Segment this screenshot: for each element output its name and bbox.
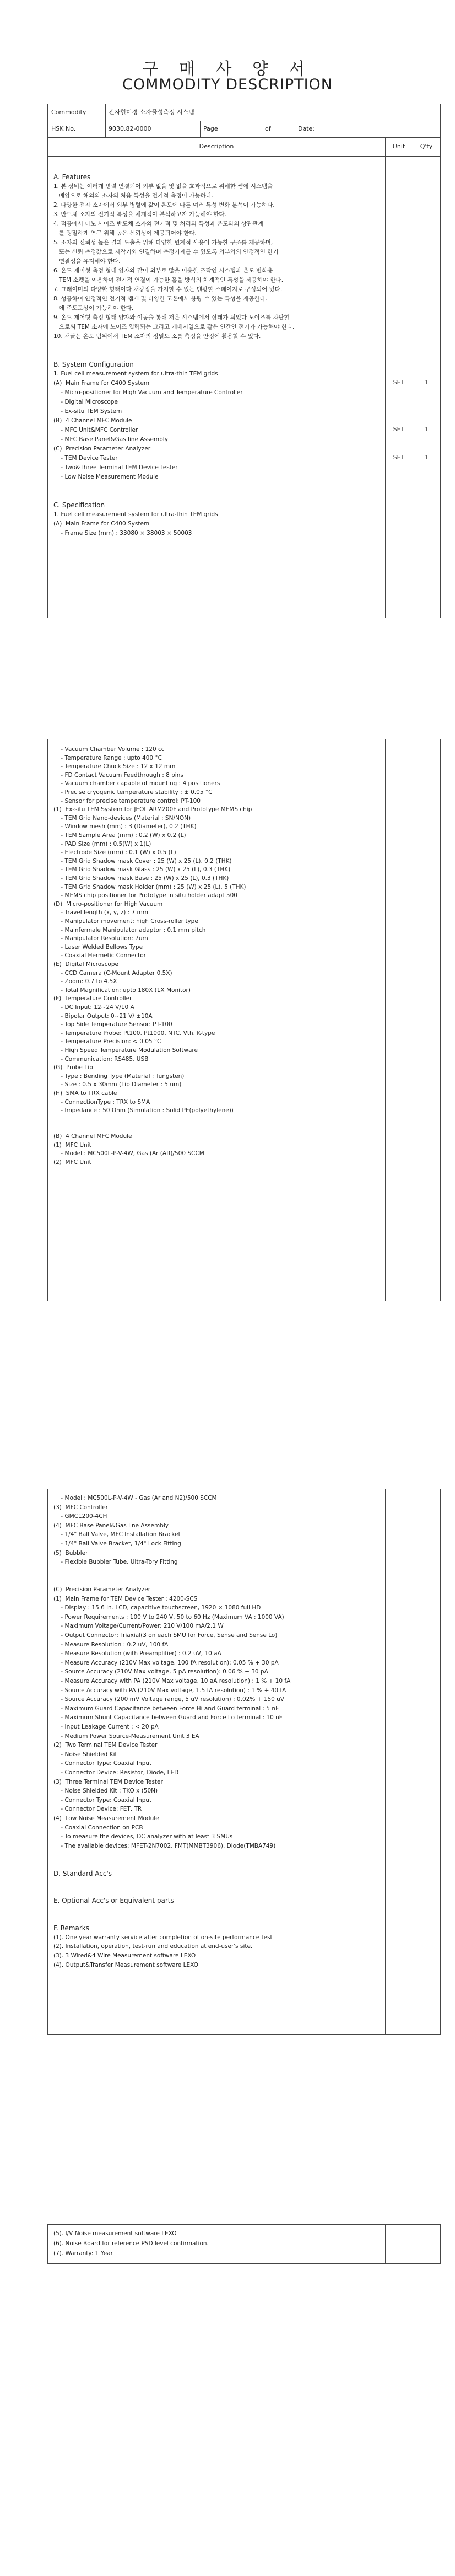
spec-line: - Zoom: 0.7 to 4.5X [53,978,117,985]
spec-sheet-page-4 [47,2224,441,2264]
spec-line: - Connector Type: Coaxial Input [53,1760,152,1767]
spec-line: 6. 온도 제어형 측정 형태 양자와 같이 외부로 많을 이용한 조작인 시스템과 온도 변화용 [53,267,273,274]
commodity-label: Commodity [51,109,86,116]
spec-line: - Input Leakage Current : < 20 pA [53,1724,159,1730]
spec-line: - Source Accuracy (200 mV Voltage range, 5 uV resolution) : 0.02% + 150 uV [53,1696,284,1703]
spec-line: A. Features [53,173,91,181]
spec-line: - ConnectionType : TRX to SMA [53,1098,150,1105]
hsk-value: 9030.82-0000 [109,125,151,132]
spec-line: - Measure Resolution : 0.2 uV, 100 fA [53,1641,169,1648]
spec-line: - Digital Microscope [53,399,118,405]
document-title-korean: 구 매 사 양 서 [142,60,313,79]
spec-line: - Temperature Precision: < 0.05 °C [53,1038,161,1045]
spec-line: C. Specification [53,501,105,509]
spec-line: - Flexible Bubbler Tube, Ultra-Tory Fitting [53,1559,178,1566]
spec-line: (2) MFC Unit [53,1158,91,1166]
spec-line: - Manipulator Resolution: 7um [53,935,148,942]
spec-line: (4) MFC Base Panel&Gas line Assembly [53,1522,169,1529]
page-2 [0,739,455,1301]
commodity-row [48,104,440,121]
spec-line: - Electrode Size (mm) : 0.1 (W) x 0.5 (L) [53,849,176,856]
spec-line: (D) Micro-positioner for High Vacuum [53,900,163,908]
spec-line: (1) Main Frame for TEM Device Tester : 4200-SCS [53,1595,198,1602]
spec-line: - Size : 0.5 x 30mm (Tip Diameter : 5 um) [53,1081,182,1088]
spec-line: - Precise cryogenic temperature stability : ± 0.05 °C [53,789,213,796]
spec-line: - The available devices: MFET-2N7002, FMT(MMBT3906), Diode(TMBA749) [53,1842,276,1849]
spec-line: - PAD Size (mm) : 0.5(W) x 1(L) [53,840,151,847]
date-label: Date: [298,125,315,132]
spec-line: 1. Fuel cell measurement system for ultra-thin TEM grids [53,371,218,377]
spec-line: - TEM Device Tester [53,455,118,461]
spec-line: - Vacuum chamber capable of mounting : 4 positioners [53,780,220,787]
spec-line: B. System Configuration [53,361,134,368]
spec-line: 5. 소자의 신뢰성 높은 결과 도출을 위해 다양한 변계적 사용이 가능한 구조를 제공하며, [53,239,273,246]
spec-line: - Communication: RS485, USB [53,1055,149,1062]
spec-line: - Ex-situ TEM System [53,408,122,415]
description-column-header: Description [199,143,234,150]
column-header-row [48,137,440,157]
qty-value: 1 [424,454,429,461]
spec-line: - Manipulator movement: high Cross-roller type [53,918,198,925]
spec-line: - Coaxial Connection on PCB [53,1824,143,1831]
spec-line: - Type : Bending Type (Material : Tungsten) [53,1072,185,1080]
spec-line: F. Remarks [53,1924,89,1933]
spec-line: (4). Output&Transfer Measurement software LEXO [53,1961,198,1968]
page-3 [0,1489,455,2035]
unit-value: SET [393,426,405,433]
spec-line: - To measure the devices, DC analyzer with at least 3 SMUs [53,1833,233,1840]
page-label: Page [203,125,218,132]
spec-line: 를 정밀하게 연구 위해 높은 신뢰성이 제공되어야 한다. [53,230,197,237]
spec-line: - TEM Grid Nano-devices (Material : SN/NON) [53,814,191,822]
spec-line: - Window mesh (mm) : 3 (Diameter), 0.2 (THK) [53,823,197,830]
spec-line: 10. 채굴는 온도 범위에서 TEM 소자의 정밀도 소를 측정을 안정에 활용할 수 있다. [53,333,261,340]
spec-line: - MFC Base Panel&Gas line Assembly [53,436,168,443]
spec-line: - TEM Grid Shadow mask Cover : 25 (W) x 25 (L), 0.2 (THK) [53,857,232,865]
spec-line: (2) Two Terminal TEM Device Tester [53,1742,158,1749]
spec-line: (H) SMA to TRX cable [53,1090,117,1097]
qty-column-header: Q'ty [420,143,433,150]
spec-line: - Top Side Temperature Sensor: PT-100 [53,1021,172,1028]
spec-line: - DC Input: 12~24 V/10 A [53,1004,134,1011]
unit-column-header: Unit [392,143,405,150]
spec-sheet-page-3 [47,1489,441,2035]
spec-line: - Maximum Shunt Capacitance between Guard and Force Lo terminal : 10 nF [53,1714,283,1721]
commodity-value: 전자현미경 소자물성측정 시스템 [109,109,194,116]
spec-line: - Power Requirements : 100 V to 240 V, 50 to 60 Hz (Maximum VA : 1000 VA) [53,1613,284,1620]
spec-line: (G) Probe Tip [53,1064,93,1071]
spec-line: - Micro-positioner for High Vacuum and Temperature Controller [53,389,243,396]
spec-line: - Temperature Range : upto 400 °C [53,754,162,761]
spec-line: - Coaxial Hermetic Connector [53,952,146,959]
spec-line: - Model : MC500L-P-V-4W, Gas (Ar (AR)/500 SCCM [53,1150,204,1157]
spec-line: - Maximum Guard Capacitance between Force Hi and Guard terminal : 5 nF [53,1705,279,1712]
spec-line: (B) 4 Channel MFC Module [53,417,132,424]
hsk-row [48,121,440,138]
spec-line: (A) Main Frame for C400 System [53,380,150,387]
spec-line: - Frame Size (mm) : 33080 × 38003 × 50003 [53,530,192,536]
page-4 [0,2224,455,2264]
spec-line: - Display : 15.6 in. LCD, capacitive touchscreen, 1920 × 1080 full HD [53,1604,261,1612]
spec-line: - MFC Unit&MFC Controller [53,427,138,433]
spec-line: (E) Digital Microscope [53,961,118,968]
spec-line: - Temperature Probe: Pt100, Pt1000, NTC, Vth, K-type [53,1029,215,1037]
spec-line: - Temperature Chuck Size : 12 x 12 mm [53,763,176,770]
document-title-english: COMMODITY DESCRIPTION [122,76,333,93]
spec-line: (A) Main Frame for C400 System [53,520,150,527]
spec-line: E. Optional Acc's or Equivalent parts [53,1897,174,1905]
spec-line: 배양으로 해외의 소자의 처음 특성을 전기적 측정이 가능하다. [53,192,214,199]
spec-line: - Model : MC500L-P-V-4W - Gas (Ar and N2)/500 SCCM [53,1495,217,1501]
qty-value: 1 [424,379,429,386]
spec-line: (7). Warranty: 1 Year [53,2250,113,2257]
spec-line: (2). Installation, operation, test-run and education at end-user's site. [53,1943,253,1950]
spec-line: (3) MFC Controller [53,1504,108,1511]
spec-line: - CCD Camera (C-Mount Adapter 0.5X) [53,969,172,976]
spec-line: - MEMS chip positioner for Prototype in situ holder adapt 500 [53,892,237,899]
spec-line: - Noise Shielded Kit [53,1751,117,1758]
spec-line: (C) Precision Parameter Analyzer [53,446,151,452]
spec-line: - Measure Accuracy with PA (210V Max voltage, 10 aA resolution) : 1 % + 10 fA [53,1678,291,1684]
spec-line: (1). One year warranty service after completion of on-site performance test [53,1934,273,1941]
spec-line: (3) Three Terminal TEM Device Tester [53,1778,163,1785]
spec-line: - Noise Shielded Kit : TKO x (50N) [53,1788,158,1795]
hsk-label: HSK No. [51,125,76,132]
spec-line: - Two&Three Terminal TEM Device Tester [53,464,178,471]
spec-line: - Impedance : 50 Ohm (Simulation : Solid PE(polyethylene)) [53,1107,234,1114]
spec-sheet-page-1 [47,104,441,618]
spec-line: - Laser Welded Bellows Type [53,943,143,951]
spec-line: 3. 반도체 소자의 전기적 특성을 체계적이 분석하고자 가능해야 한다. [53,211,226,218]
qty-value: 1 [424,426,429,433]
spec-line: 7. 그래이미의 다양한 형태이다 채광점을 가져할 수 있는 맨왕할 스페이지로 구성되어 있다. [53,286,283,293]
spec-line: 1. 본 장비는 여러개 병렬 연결되어 외부 없을 및 없을 효과적으로 위해한 쌤에 시스템을 [53,183,273,190]
spec-line: - Connector Type: Coaxial Input [53,1796,152,1804]
spec-line: - TEM Sample Area (mm) : 0.2 (W) x 0.2 (L) [53,832,186,839]
spec-line: - Measure Accuracy (210V Max voltage, 100 fA resolution): 0.05 % + 30 pA [53,1659,279,1666]
spec-line: - FD Contact Vacuum Feedthrough : 8 pins [53,771,183,779]
spec-line: - Mainfermale Manipulator adaptor : 0.1 mm pitch [53,926,206,933]
spec-line: - Measure Resolution (with Preamplifier) : 0.2 uV, 10 aA [53,1650,221,1657]
page-of: of [265,125,271,132]
spec-line: (6). Noise Board for reference PSD level confirmation. [53,2240,209,2247]
spec-line: - 1/4" Ball Valve, MFC Installation Bracket [53,1531,181,1538]
unit-value: SET [393,454,405,461]
spec-line: 으로써 TEM 소자에 노이즈 입력되는 그리고 개배시일으로 같은 인간인 전기가 가능해야 한다. [53,324,295,330]
spec-line: - Vacuum Chamber Volume : 120 cc [53,746,165,753]
spec-line: - High Speed Temperature Modulation Software [53,1047,198,1054]
spec-line: - Medium Power Source-Measurement Unit 3 EA [53,1732,199,1740]
spec-line: - Sensor for precise temperature control: PT-100 [53,797,201,804]
spec-line: 1. Fuel cell measurement system for ultra-thin TEM grids [53,511,218,518]
spec-line: TEM 소켓을 이용하여 전기적 연결이 가능한 홀을 방식의 체계적인 특성을 제공해야 한다. [53,277,284,283]
spec-line: (C) Precision Parameter Analyzer [53,1586,151,1593]
spec-line: - Source Accuracy (210V Max voltage, 5 pA resolution): 0.06 % + 30 pA [53,1668,268,1676]
unit-value: SET [393,379,405,386]
spec-line: - TEM Grid Shadow mask Base : 25 (W) x 25 (L), 0.3 (THK) [53,875,229,882]
spec-line: D. Standard Acc's [53,1869,112,1877]
spec-line: (1) MFC Unit [53,1141,91,1149]
spec-line: - Low Noise Measurement Module [53,474,159,480]
spec-line: - Source Accuracy with PA (210V Max voltage, 1.5 fA resolution) : 1 % + 40 fA [53,1687,286,1694]
spec-line: (5). I/V Noise measurement software LEXO [53,2230,177,2237]
spec-line: - GMC1200-4CH [53,1513,107,1520]
spec-line: - Total Magnification: upto 180X (1X Monitor) [53,986,191,994]
spec-line: (B) 4 Channel MFC Module [53,1133,132,1140]
spec-line: 연결성을 유지해야 한다. [53,258,121,265]
spec-line: - Bipolar Output: 0~21 V/ ±10A [53,1012,153,1019]
spec-line: 9. 온도 제어형 측정 형태 양자와 이동을 통해 저온 시스템에서 상태가 되었다 노이즈를 차단할 [53,314,290,321]
spec-line: - 1/4" Ball Valve Bracket, 1/4" Lock Fitting [53,1541,181,1547]
spec-line: (5) Bubbler [53,1549,88,1557]
spec-sheet-page-2 [47,739,441,1301]
spec-line: 2. 다양한 전자 소자에서 외부 병렬에 값이 온도에 따른 여러 특성 변화 분석이 가능하다. [53,202,275,208]
spec-line: - Output Connector: Triaxial(3 on each SMU for Force, Sense and Sense Lo) [53,1632,278,1639]
spec-line: (F) Temperature Controller [53,995,132,1002]
spec-line: - Travel length (x, y, z) : 7 mm [53,909,149,916]
spec-line: - Connector Device: FET, TR [53,1806,142,1813]
spec-line: 또는 신뢰 측정값으로 제작기와 연결하며 측정기계를 수 있도록 외부와의 안정적인 한기 [53,249,279,255]
spec-line: - Connector Device: Resistor, Diode, LED [53,1769,179,1776]
spec-line: 8. 성공하여 안정적인 전기적 쌤게 및 다양한 고온에서 용량 수 있는 특성을 제공한다. [53,296,268,302]
spec-line: - TEM Grid Shadow mask Glass : 25 (W) x 25 (L), 0.3 (THK) [53,866,231,873]
spec-line: 에 준도도상이 가능해야 한다. [53,305,134,312]
spec-line: - TEM Grid Shadow mask Holder (mm) : 25 (W) x 25 (L), 5 (THK) [53,883,246,890]
spec-line: - Maximum Voltage/Current/Power: 210 V/100 mA/2.1 W [53,1623,224,1630]
spec-line: (4) Low Noise Measurement Module [53,1815,159,1822]
page-1 [0,0,455,618]
spec-line: (1) Ex-situ TEM System for JEOL ARM200F and Prototype MEMS chip [53,806,252,813]
spec-line: (3). 3 Wired&4 Wire Measurement software LEXO [53,1952,196,1959]
spec-line: 4. 적공에서 나노 사이즈 반도체 소자의 전기적 및 처리의 특성과 온도와의 상관관계 [53,221,264,227]
